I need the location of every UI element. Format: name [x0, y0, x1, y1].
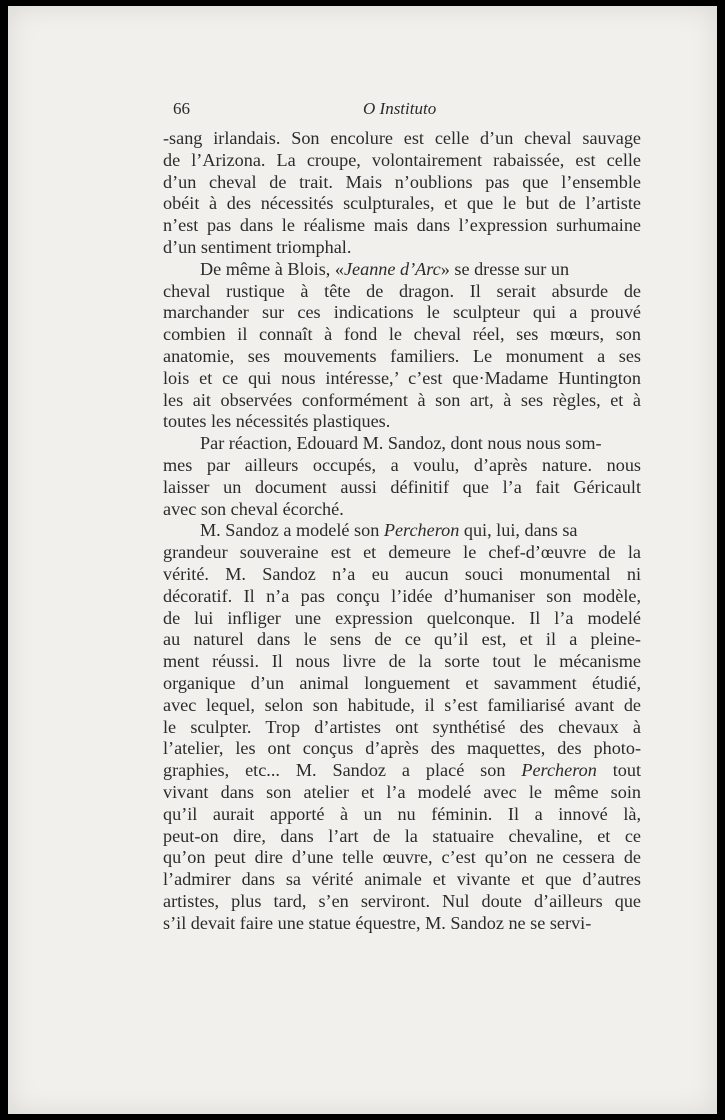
text-line: l’admirer dans sa vérité animale et vivante et que d’autres — [163, 869, 641, 890]
text-line: vivant dans son atelier et l’a modelé avec le même soin — [163, 781, 641, 802]
text-line: d’un cheval de trait. Mais n’oublions pas que l’ensemble — [163, 171, 641, 192]
text-line: mes par ailleurs occupés, a voulu, d’après nature. nous — [163, 454, 641, 475]
text-line: graphies, etc... M. Sandoz a placé son Percheron tout — [163, 760, 642, 781]
text-line: de lui infliger une expression quelconque. Il l’a modelé — [163, 607, 641, 628]
text-line: obéit à des nécessités sculpturales, et que le but de l’artiste — [163, 193, 641, 214]
text-line: de l’Arizona. La croupe, volontairement rabaissée, est celle — [163, 149, 641, 170]
text-line: vérité. M. Sandoz n’a eu aucun souci monumental ni — [163, 563, 641, 584]
text-line: grandeur souveraine est et demeure le chef-d’œuvre de la — [163, 542, 641, 563]
paragraph — [163, 520, 641, 934]
text-line: qu’on peut dire d’une telle œuvre, c’est qu’on ne cessera de — [163, 847, 641, 868]
text-line: d’un sentiment triomphal. — [163, 236, 352, 257]
paragraph — [163, 259, 641, 433]
text-line: cheval rustique à tête de dragon. Il serait absurde de — [163, 280, 641, 301]
text-line: l’atelier, les ont conçus d’après des maquettes, des photo- — [163, 738, 641, 759]
text-line: M. Sandoz a modelé son Percheron qui, lui, dans sa — [200, 520, 578, 541]
running-title: O Instituto — [363, 99, 437, 118]
page-body — [163, 128, 641, 934]
text-line: combien il connaît à fond le cheval réel, ses mœurs, son — [163, 324, 641, 345]
text-line: De même à Blois, «Jeanne d’Arc» se dresse sur un — [200, 258, 570, 279]
text-line: décoratif. Il n’a pas conçu l’idée d’humaniser son modèle, — [163, 585, 641, 606]
page-header — [173, 99, 648, 123]
text-line: anatomie, ses mouvements familiers. Le monument a ses — [163, 345, 641, 366]
text-line: les ait observées conformément à son art, à ses règles, et à — [163, 389, 641, 410]
text-line: avec lequel, selon son habitude, il s’est familiarisé avant de — [163, 694, 641, 715]
page-number: 66 — [173, 99, 190, 118]
text-line: avec son cheval écorché. — [163, 498, 344, 519]
text-line: marchander sur ces indications le sculpteur qui a prouvé — [163, 302, 641, 323]
text-line: qu’il aurait apporté à un nu féminin. Il a innové là, — [163, 803, 641, 824]
text-line: artistes, plus tard, s’en serviront. Nul doute d’ailleurs que — [163, 890, 641, 911]
text-line: lois et ce qui nous intéresse,’ c’est que·Madame Huntington — [163, 367, 641, 388]
text-line: au naturel dans le sens de ce qu’il est, et il a pleine- — [163, 629, 641, 650]
text-line: le sculpter. Trop d’artistes ont synthétisé des chevaux à — [163, 716, 641, 737]
text-line: peut-on dire, dans l’art de la statuaire chevaline, et ce — [163, 825, 641, 846]
text-line: laisser un document aussi définitif que l’a fait Géricault — [163, 476, 641, 497]
text-line: ment réussi. Il nous livre de la sorte tout le mécanisme — [163, 651, 641, 672]
text-line: s’il devait faire une statue équestre, M. Sandoz ne se servi- — [163, 912, 592, 933]
text-line: n’est pas dans le réalisme mais dans l’expression surhumaine — [163, 215, 641, 236]
text-line: Par réaction, Edouard M. Sandoz, dont nous nous som- — [200, 433, 602, 454]
text-line: -sang irlandais. Son encolure est celle d’un cheval sauvage — [163, 128, 641, 148]
paragraph — [163, 433, 641, 520]
paragraph — [163, 128, 641, 259]
text-line: toutes les nécessités plastiques. — [163, 411, 391, 432]
text-line: organique d’un animal longuement et savamment étudié, — [163, 672, 641, 693]
